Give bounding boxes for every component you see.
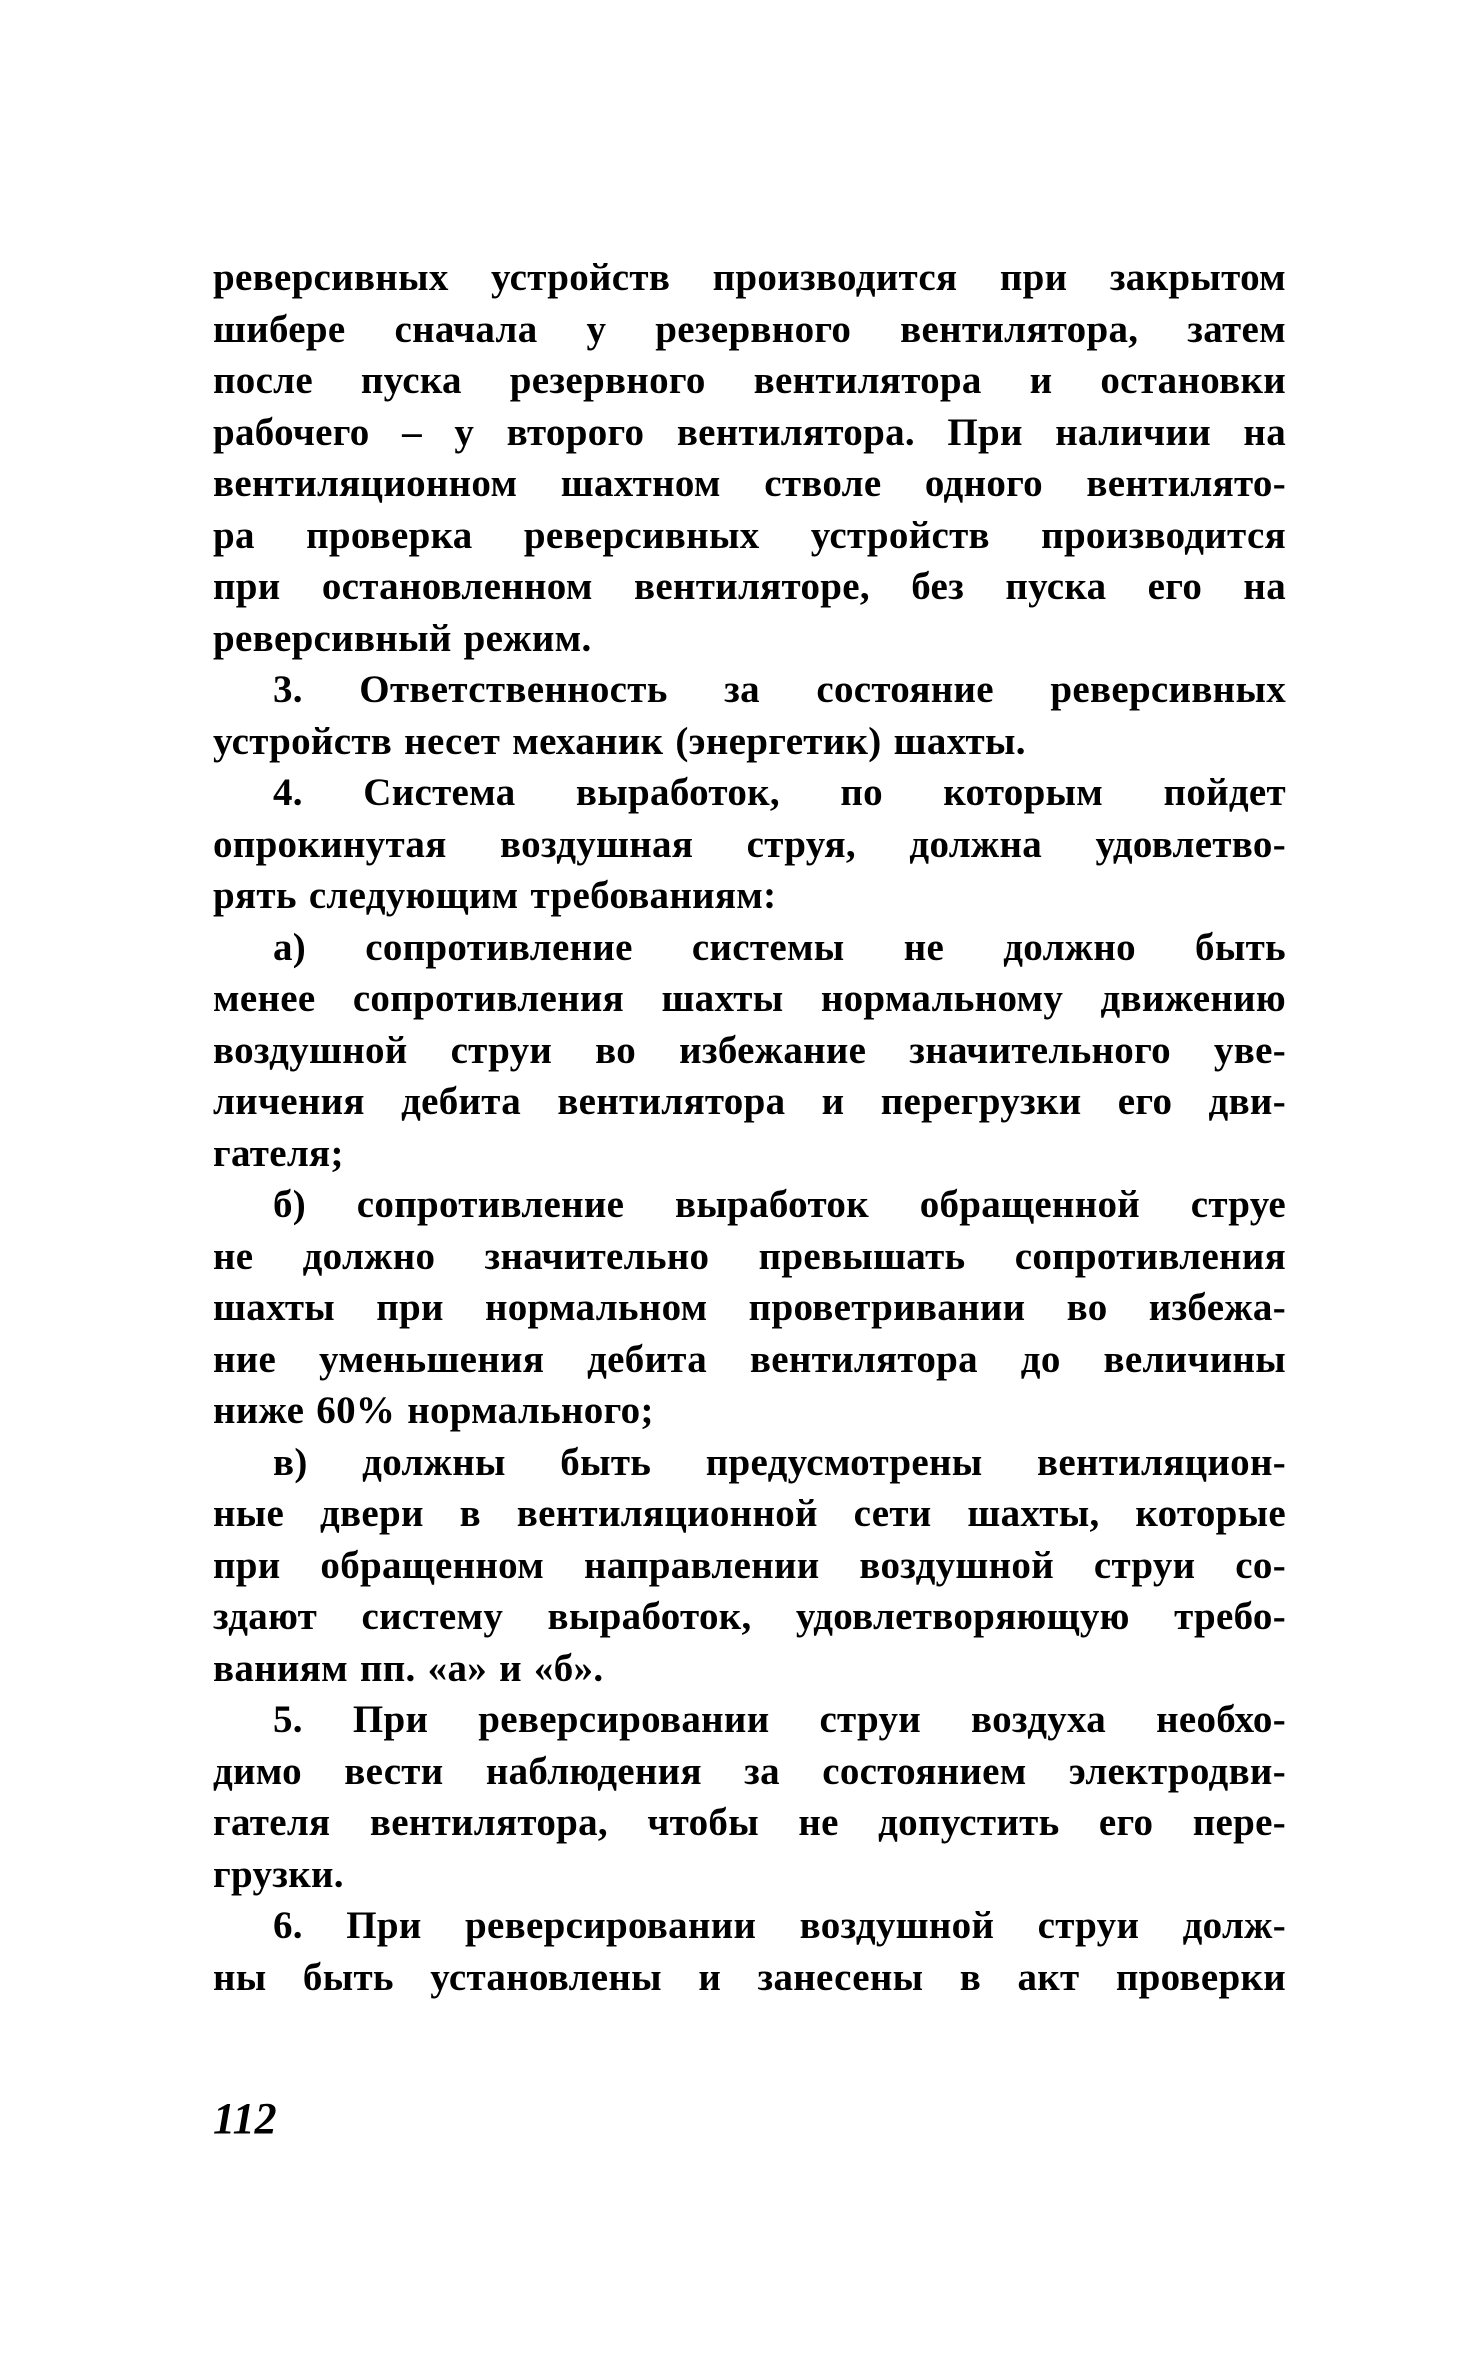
- text-line: гателя;: [213, 1131, 344, 1175]
- text-line: не должно значительно превышать сопротивления: [213, 1234, 1286, 1278]
- text-line: шахты при нормальном проветривании во избежа-: [213, 1286, 1286, 1329]
- text-line: после пуска резервного вентилятора и остановки: [213, 359, 1286, 402]
- text-line: 3. Ответственность за состояние реверсивных: [273, 668, 1286, 711]
- text-line: а) сопротивление системы не должно быть: [273, 925, 1286, 969]
- text-line: личения дебита вентилятора и перегрузки его дви-: [213, 1080, 1286, 1123]
- text-line: реверсивных устройств производится при закрытом: [213, 256, 1286, 299]
- text-line: воздушной струи во избежание значительного уве-: [213, 1028, 1286, 1072]
- text-line: при обращенном направлении воздушной струи со-: [213, 1543, 1286, 1587]
- text-line: ные двери в вентиляционной сети шахты, которые: [213, 1492, 1286, 1535]
- text-line: б) сопротивление выработок обращенной струе: [273, 1183, 1286, 1226]
- text-line: здают систему выработок, удовлетворяющую требо-: [213, 1595, 1286, 1638]
- text-line: ние уменьшения дебита вентилятора до величины: [213, 1337, 1286, 1381]
- text-line: устройств несет механик (энергетик) шахты.: [213, 719, 1026, 763]
- text-line: шибере сначала у резервного вентилятора, затем: [213, 307, 1286, 351]
- text-line: при остановленном вентиляторе, без пуска его на: [213, 565, 1286, 608]
- text-line: ниже 60% нормального;: [213, 1389, 654, 1432]
- text-line: 4. Система выработок, по которым пойдет: [273, 771, 1286, 814]
- text-line: 5. При реверсировании струи воздуха необхо-: [273, 1698, 1286, 1741]
- text-line: в) должны быть предусмотрены вентиляцион-: [273, 1440, 1286, 1484]
- text-line: опрокинутая воздушная струя, должна удовлетво-: [213, 822, 1286, 866]
- text-line: ны быть установлены и занесены в акт проверки: [213, 1955, 1286, 1999]
- text-line: ваниям пп. «а» и «б».: [213, 1646, 604, 1690]
- text-line: рять следующим требованиям:: [213, 874, 777, 917]
- text-line: грузки.: [213, 1852, 344, 1896]
- text-line: ра проверка реверсивных устройств производится: [213, 513, 1286, 557]
- text-line: менее сопротивления шахты нормальному движению: [213, 977, 1286, 1020]
- text-line: 6. При реверсировании воздушной струи долж-: [273, 1904, 1286, 1947]
- page-number: 112: [213, 2094, 277, 2143]
- page-body-text: [213, 252, 1286, 2003]
- text-line: димо вести наблюдения за состоянием электродви-: [213, 1749, 1286, 1793]
- text-line: гателя вентилятора, чтобы не допустить его пере-: [213, 1801, 1286, 1844]
- text-line: вентиляционном шахтном стволе одного вентилято-: [213, 462, 1286, 505]
- text-line: реверсивный режим.: [213, 616, 592, 660]
- text-line: рабочего – у второго вентилятора. При наличии на: [213, 410, 1286, 454]
